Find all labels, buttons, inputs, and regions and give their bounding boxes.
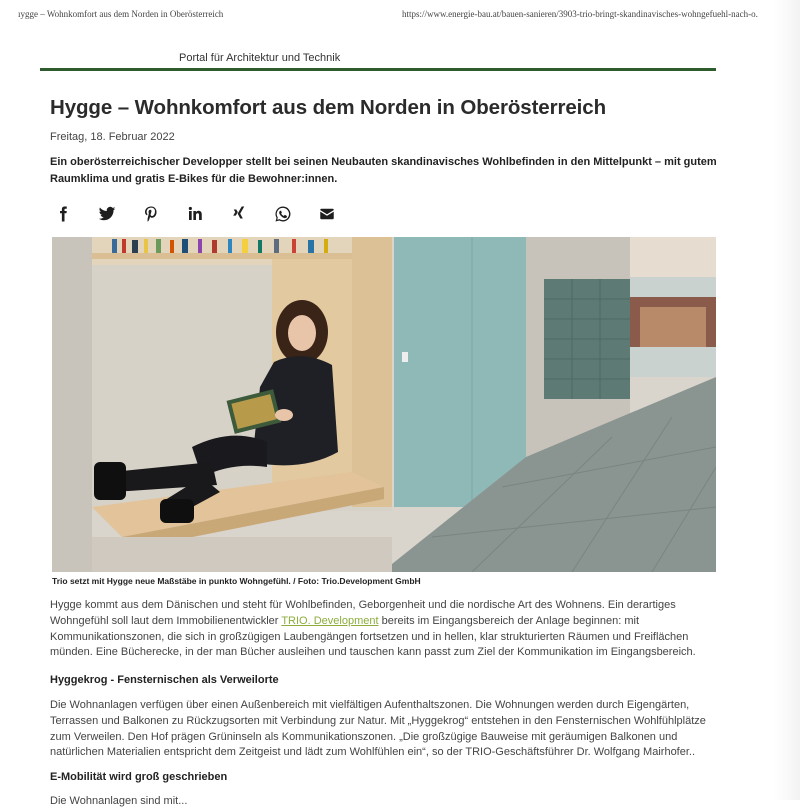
paragraph-e-mobilitaet: Die Wohnanlagen sind mit... (50, 795, 188, 807)
photo-caption: Trio setzt mit Hygge neue Maßstäbe in punkto Wohngefühl. / Foto: Trio.Development GmbH (52, 576, 421, 586)
trio-development-link[interactable]: TRIO. Development (281, 614, 379, 627)
section-heading-hyggekrog: Hyggekrog - Fensternischen als Verweilorte (50, 674, 279, 686)
print-header (0, 0, 800, 22)
paragraph-hyggekrog: Die Wohnanlagen verfügen über einen Außenbereich mit vielfältigen Aufenthaltszonen. Die Wohnungen werden durch Eigengärten, Terrassen und Balkonen zu Rückzugsorten mit Verbindung zur Natur. Mit „Hyggekrog“ entstehen in den Fensternischen Wohlfühlplätze zum Verweilen. Den Hof prägen Grüninseln als Kommunikationszonen. „Die großzügige Bauweise mit geräumigen Balkonen und natürlichen Materialien entspricht dem Zeitgeist und lädt zum Wohlfühlen ein“, so der TRIO-Geschäftsführer Dr. Wolfgang Mairhofer.. (50, 699, 706, 759)
article-title: Hygge – Wohnkomfort aus dem Norden in Oberösterreich (50, 96, 606, 119)
paragraph-intro: Hygge kommt aus dem Dänischen und steht für Wohlbefinden, Geborgenheit und die nordische Art des Wohnens. Ein derartiges Wohngefühl soll laut dem Immobilienentwickler TRIO. Development bereits im Eingangsbereich der Anlage beginnen: mit Kommunikationszonen, die sich in großzügigen Laubengängen fortsetzen und in hellen, klar strukturierten Räumen und Freiflächen münden. Eine Bücherecke, in der man Bücher ausleihen und tauschen kann passt zum Ziel der Kommunikation im Eingangsbereich. (50, 599, 696, 659)
article-lead: Ein oberösterreichischer Developper stellt bei seinen Neubauten skandinavisches Wohlbefinden in den Mittelpunkt – mit gutem Raumklima und gratis E-Bikes für die Bewohner:innen. (50, 156, 717, 185)
scan-shadow (774, 0, 800, 800)
article-date: Freitag, 18. Februar 2022 (50, 131, 175, 143)
print-header-title: ıygge – Wohnkomfort aus dem Norden in Oberösterreich (18, 9, 224, 19)
section-heading-e-mobilitaet: E-Mobilität wird groß geschrieben (50, 771, 228, 783)
linkedin-icon[interactable] (184, 203, 206, 225)
share-bar (52, 203, 360, 225)
photo-woman-reading-in-window-nook (52, 237, 716, 572)
article-photo (52, 237, 716, 572)
email-icon[interactable] (316, 203, 338, 225)
facebook-icon[interactable] (52, 203, 74, 225)
print-header-url: https://www.energie-bau.at/bauen-sanieren/3903-trio-bringt-skandinavisches-wohngefuehl-nach-o. (402, 9, 758, 19)
twitter-icon[interactable] (96, 203, 118, 225)
xing-icon[interactable] (228, 203, 250, 225)
pinterest-icon[interactable] (140, 203, 162, 225)
whatsapp-icon[interactable] (272, 203, 294, 225)
portal-tagline: Portal für Architektur und Technik (179, 52, 341, 64)
header-divider (40, 68, 716, 71)
